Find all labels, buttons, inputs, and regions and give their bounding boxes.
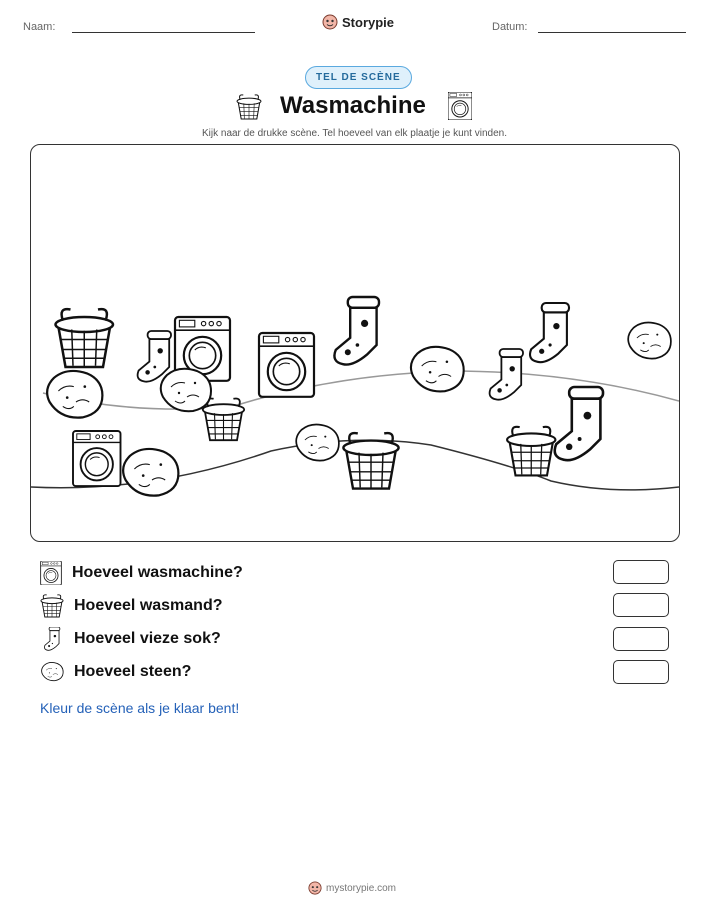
counting-scene [30,144,680,542]
stone [161,369,211,411]
instructions: Kijk naar de drukke scène. Tel hoeveel van elk plaatje je kunt vinden. [201,128,507,139]
dirty-sock [334,297,379,365]
washing-machine-icon [40,561,62,585]
laundry-basket-icon [236,94,262,120]
storypie-logo-icon [322,14,338,30]
question-label: Hoeveel steen? [74,663,192,680]
color-hint: Kleur de scène als je klaar bent! [40,700,240,716]
question-stone [40,661,191,683]
dirty-sock [530,303,569,362]
brand-name: Storypie [342,14,395,30]
question-laundry-basket [40,594,223,618]
question-label: Hoeveel wasmand? [74,597,223,614]
answer-box-stone[interactable] [613,660,669,684]
question-sock [40,627,221,651]
footer-url[interactable]: mystorypie.com [326,882,397,894]
question-label: Hoeveel vieze sok? [74,630,221,647]
storypie-logo-icon [308,881,322,895]
page-title: Wasmachine [280,92,426,119]
answer-box-laundry-basket[interactable] [613,593,669,617]
question-washing-machine [40,561,243,585]
washing-machine [259,333,314,397]
name-line[interactable] [72,32,255,33]
date-line[interactable] [538,32,686,33]
brand [322,14,394,30]
washing-machine [73,431,121,486]
stone [47,371,102,418]
dirty-sock [490,349,523,400]
washing-machine-icon [448,92,472,120]
stone-icon [40,661,64,683]
question-label: Hoeveel wasmachine? [72,564,243,581]
stone [123,449,178,496]
answer-box-sock[interactable] [613,627,669,651]
stone [411,347,464,392]
date-label: Datum: [492,21,528,33]
name-label: Naam: [23,21,56,33]
laundry-basket [507,427,555,476]
laundry-basket [56,309,114,367]
stone [628,322,671,358]
activity-badge: TEL DE SCÈNE [305,66,412,89]
answer-box-washing-machine[interactable] [613,560,669,584]
dirty-sock [138,331,171,382]
sock-icon [40,627,64,651]
stone [296,424,339,460]
dirty-sock [555,387,603,460]
scene-illustration [31,145,679,541]
laundry-basket-icon [40,594,64,618]
footer [308,881,396,895]
